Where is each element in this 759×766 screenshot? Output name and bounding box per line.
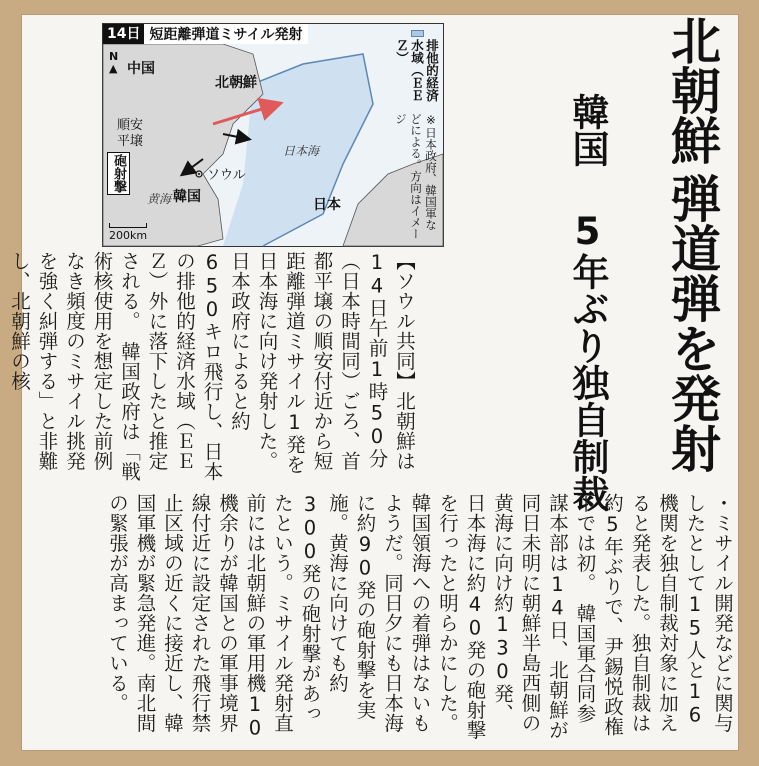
label-yellow-sea: 黄海 [147, 192, 172, 206]
article-lower: ・ミサイル開発などに関与したとして15人と16機関を独自制裁対象に加えると発表した。独自制裁は約5年ぶりで、尹錫悦政権下では初。 韓国軍合同参謀本部は14日、北朝鮮が同日未明に朝鮮半島西側の黄海に向け約130発、日本海に約40発の砲射撃を行ったと明らかにした。韓国領海への着弾はないもようだ。同日夕にも日本海に約90発の砲射撃を実施。黄海に向けても約300発の砲射撃があったという。ミサイル発射直前には北朝鮮の軍用機10機余りが韓国との軍事境界線付近に設定された飛行禁止区域の近くに接近し、韓国軍機が緊急発進。南北間の緊張が高まっている。 [106, 493, 734, 740]
label-south-korea: 韓国 [173, 189, 201, 205]
map-legend [393, 30, 441, 242]
label-sea-of-japan: 日本海 [283, 144, 320, 158]
headline-line2: 弾道弾を発射 [663, 173, 721, 473]
newspaper-clipping [8, 15, 738, 750]
label-japan: 日本 [313, 197, 341, 213]
map-note: ※日本政府、韓国軍などによる。方向はイメージ [394, 113, 438, 240]
label-sunan: 順安 [117, 118, 144, 133]
article-upper: 【ソウル共同】北朝鮮は14日午前1時50分（日本時間同）ごろ、首都平壌の順安付近から短距離弾道ミサイル1発を日本海に向け発射した。日本政府によると約650キロ飛行し、日本の排他的経済水域（ＥＥＺ）外に落下したと推定される。 韓国政府は「戦術核使用を想定した前例なき頻度のミサイル挑発を強く糾弾する」と非難し、北朝鮮の核 [8, 251, 416, 482]
north-arrow-icon: ▲ [109, 62, 118, 75]
eez-legend-swatch [411, 30, 424, 37]
map-scale [109, 223, 147, 242]
map-title-text: 短距離弾道ミサイル発射 [144, 24, 307, 44]
label-seoul: ソウル [207, 168, 246, 183]
label-north-korea: 北朝鮮 [215, 75, 257, 91]
label-china: 中国 [127, 61, 155, 77]
headline-line1: 北朝鮮 [663, 15, 721, 165]
legend-eez: 排他的経済水域（ＥＥＺ） [394, 39, 440, 102]
label-pyongyang: 平壌 [117, 134, 144, 149]
map-date: 14日 [103, 24, 144, 44]
headline-sub: 韓国 5年ぶり独自制裁 [566, 93, 609, 512]
scale-label: 200km [109, 229, 148, 242]
headline-main [662, 15, 722, 473]
north-arrow-label: N [109, 50, 119, 63]
map-title [103, 24, 308, 44]
missile-map [102, 23, 444, 247]
label-artillery: 砲射撃 [107, 152, 130, 195]
